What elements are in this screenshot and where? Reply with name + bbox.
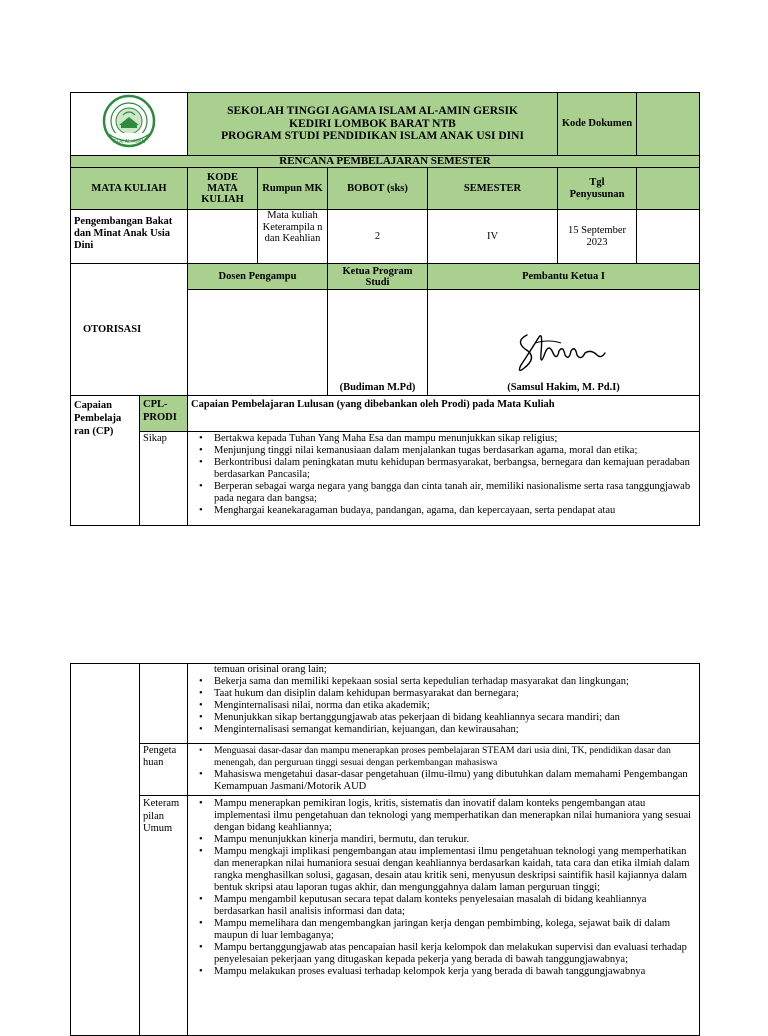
course-name: Pengembangan Bakat dan Minat Anak Usia Dini [71, 210, 188, 264]
list-item: • Menginternalisasi semangat kemandirian, kejuangan, dan kewirausahan; [191, 724, 696, 736]
sikap-label-continued [140, 664, 188, 744]
course-bobot: 2 [328, 210, 428, 264]
kode-dokumen-label: Kode Dokumen [558, 93, 637, 156]
keterampilan-list [191, 798, 696, 978]
institution-line-1: SEKOLAH TINGGI AGAMA ISLAM AL-AMIN GERSIK [227, 105, 518, 118]
pengetahuan-list-cell [188, 744, 700, 796]
ketua-prodi-header: Ketua Program Studi [328, 264, 428, 290]
sikap-label: Sikap [140, 432, 188, 526]
institution-line-2: KEDIRI LOMBOK BARAT NTB [289, 117, 456, 130]
stai-logo-icon [99, 93, 159, 151]
kode-dokumen-value [637, 93, 700, 156]
tgl-penyusunan-header: Tgl Penyusunan [558, 168, 637, 210]
sikap-continued-text: temuan orisinal orang lain; [214, 664, 327, 675]
mata-kuliah-header: MATA KULIAH [71, 168, 188, 210]
list-item: • Taat hukum dan disiplin dalam kehidupan bermasyarakat dan bernegara; [191, 688, 696, 700]
semester-header: SEMESTER [428, 168, 558, 210]
course-empty-cell [637, 210, 700, 264]
keterampilan-list-cell [188, 796, 700, 1036]
rumpun-mk-header: Rumpun MK [258, 168, 328, 210]
bobot-header: BOBOT (sks) [328, 168, 428, 210]
list-item: • Menunjukkan sikap bertanggungjawab atas pekerjaan di bidang keahliannya secara mandiri; dan [191, 712, 696, 724]
cp-label: Capaian Pembelaja ran (CP) [71, 396, 140, 526]
list-item: • Bertakwa kepada Tuhan Yang Maha Esa dan mampu menunjukkan sikap religius; [191, 433, 696, 445]
logo-cell [71, 93, 188, 156]
cpl-description: Capaian Pembelajaran Lulusan (yang dibebankan oleh Prodi) pada Mata Kuliah [188, 396, 700, 432]
dosen-pengampu-sign [188, 290, 328, 396]
cpl-prodi-label: CPL-PRODI [140, 396, 188, 432]
otorisasi-label: OTORISASI [71, 264, 188, 396]
course-code [188, 210, 258, 264]
list-item: • Berkontribusi dalam peningkatan mutu kehidupan bermasyarakat, berbangsa, bernegara dan kemajuan peradaban berdasarkan Pancasila; [191, 457, 696, 481]
list-item: • Mampu mengkaji implikasi pengembangan atau implementasi ilmu pengetahuan teknologi yang memperhatikan dan menerapkan nilai humaniora sesuai dengan keahliannya berdasarkan kaidah, tata cara dan etika ilmiah dalam rangka menghasilkan solusi, gagasan, desain atau kritik seni, menyusun deskripsi saintifik hasil kajiannya dalam bentuk skripsi atau laporan tugas akhir, dan mengunggahnya dalam laman perguruan tinggi; [191, 846, 696, 894]
ketua-prodi-name: (Budiman M.Pd) [328, 290, 428, 396]
list-item: • Mahasiswa mengetahui dasar-dasar pengetahuan (ilmu-ilmu) yang dibutuhkan dalam memahami Pengembangan Kemampuan Jasmani/Motorik AUD [191, 769, 696, 793]
course-tgl: 15 September 2023 [558, 210, 637, 264]
cp-label-continued [71, 664, 140, 1036]
rps-title: RENCANA PEMBELAJARAN SEMESTER [71, 156, 700, 168]
header-empty-cell [637, 168, 700, 210]
list-item: • Bekerja sama dan memiliki kepekaan sosial serta kepedulian terhadap masyarakat dan lingkungan; [191, 676, 696, 688]
course-rumpun: Mata kuliah Keterampila n dan Keahlian [258, 210, 328, 264]
sikap-continued-cell [188, 664, 700, 744]
institution-line-3: PROGRAM STUDI PENDIDIKAN ISLAM ANAK USI DINI [221, 130, 524, 143]
list-item: • Menghargai keanekaragaman budaya, pandangan, agama, dan kepercayaan, serta pendapat atau [191, 505, 696, 517]
pembantu-ketua-name: (Samsul Hakim, M. Pd.I) [507, 382, 620, 393]
list-item: • Mampu menerapkan pemikiran logis, kritis, sistematis dan inovatif dalam konteks pengembangan atau implementasi ilmu pengetahuan dan teknologi yang memperhatikan dan menerapkan nilai humaniora yang sesuai dengan bidang keahliannya; [191, 798, 696, 834]
pembantu-ketua-header: Pembantu Ketua I [428, 264, 700, 290]
institution-header [188, 93, 558, 156]
keterampilan-label: Keteram pilan Umum [140, 796, 188, 1036]
sikap-list-cell [188, 432, 700, 526]
rps-table-page2 [70, 663, 700, 1036]
logo-text: STAI AL-AMIN [112, 139, 146, 145]
sikap-list [191, 433, 696, 517]
sikap-list-continued [191, 676, 696, 736]
pengetahuan-label: Pengeta huan [140, 744, 188, 796]
kode-mata-kuliah-header: KODE MATA KULIAH [188, 168, 258, 210]
list-item: • Mampu melakukan proses evaluasi terhadap kelompok kerja yang berada di bawah tanggungjawabnya [191, 966, 696, 978]
list-item: • Menguasai dasar-dasar dan mampu menerapkan proses pembelajaran STEAM dari usia dini, TK, pendidikan dasar dan menengah, dan perguruan tinggi sesuai dengan perkembangan mahasiswa [191, 745, 696, 769]
list-item: • Mampu menunjukkan kinerja mandiri, bermutu, dan terukur. [191, 834, 696, 846]
pembantu-ketua-sign-cell [428, 290, 700, 396]
pengetahuan-list [191, 745, 696, 793]
list-item: • Mampu mengambil keputusan secara tepat dalam konteks penyelesaian masalah di bidang keahliannya berdasarkan hasil analisis informasi dan data; [191, 894, 696, 918]
list-item: • Mampu bertanggungjawab atas pencapaian hasil kerja kelompok dan melakukan supervisi dan evaluasi terhadap penyelesaian pekerjaan yang ditugaskan kepada pekerja yang berada di bawah tanggungjawabnya; [191, 942, 696, 966]
list-item: • Menginternalisasi nilai, norma dan etika akademik; [191, 700, 696, 712]
rps-table-page1 [70, 92, 700, 526]
dosen-pengampu-header: Dosen Pengampu [188, 264, 328, 290]
course-semester: IV [428, 210, 558, 264]
list-item: • Berperan sebagai warga negara yang bangga dan cinta tanah air, memiliki nasionalisme serta rasa tanggungjawab pada negara dan bangsa; [191, 481, 696, 505]
list-item: • Mampu memelihara dan mengembangkan jaringan kerja dengan pembimbing, kolega, sejawat baik di dalam maupun di luar lembaganya; [191, 918, 696, 942]
signature-icon [509, 323, 619, 378]
list-item: • Menjunjung tinggi nilai kemanusiaan dalam menjalankan tugas berdasarkan agama, moral dan etika; [191, 445, 696, 457]
